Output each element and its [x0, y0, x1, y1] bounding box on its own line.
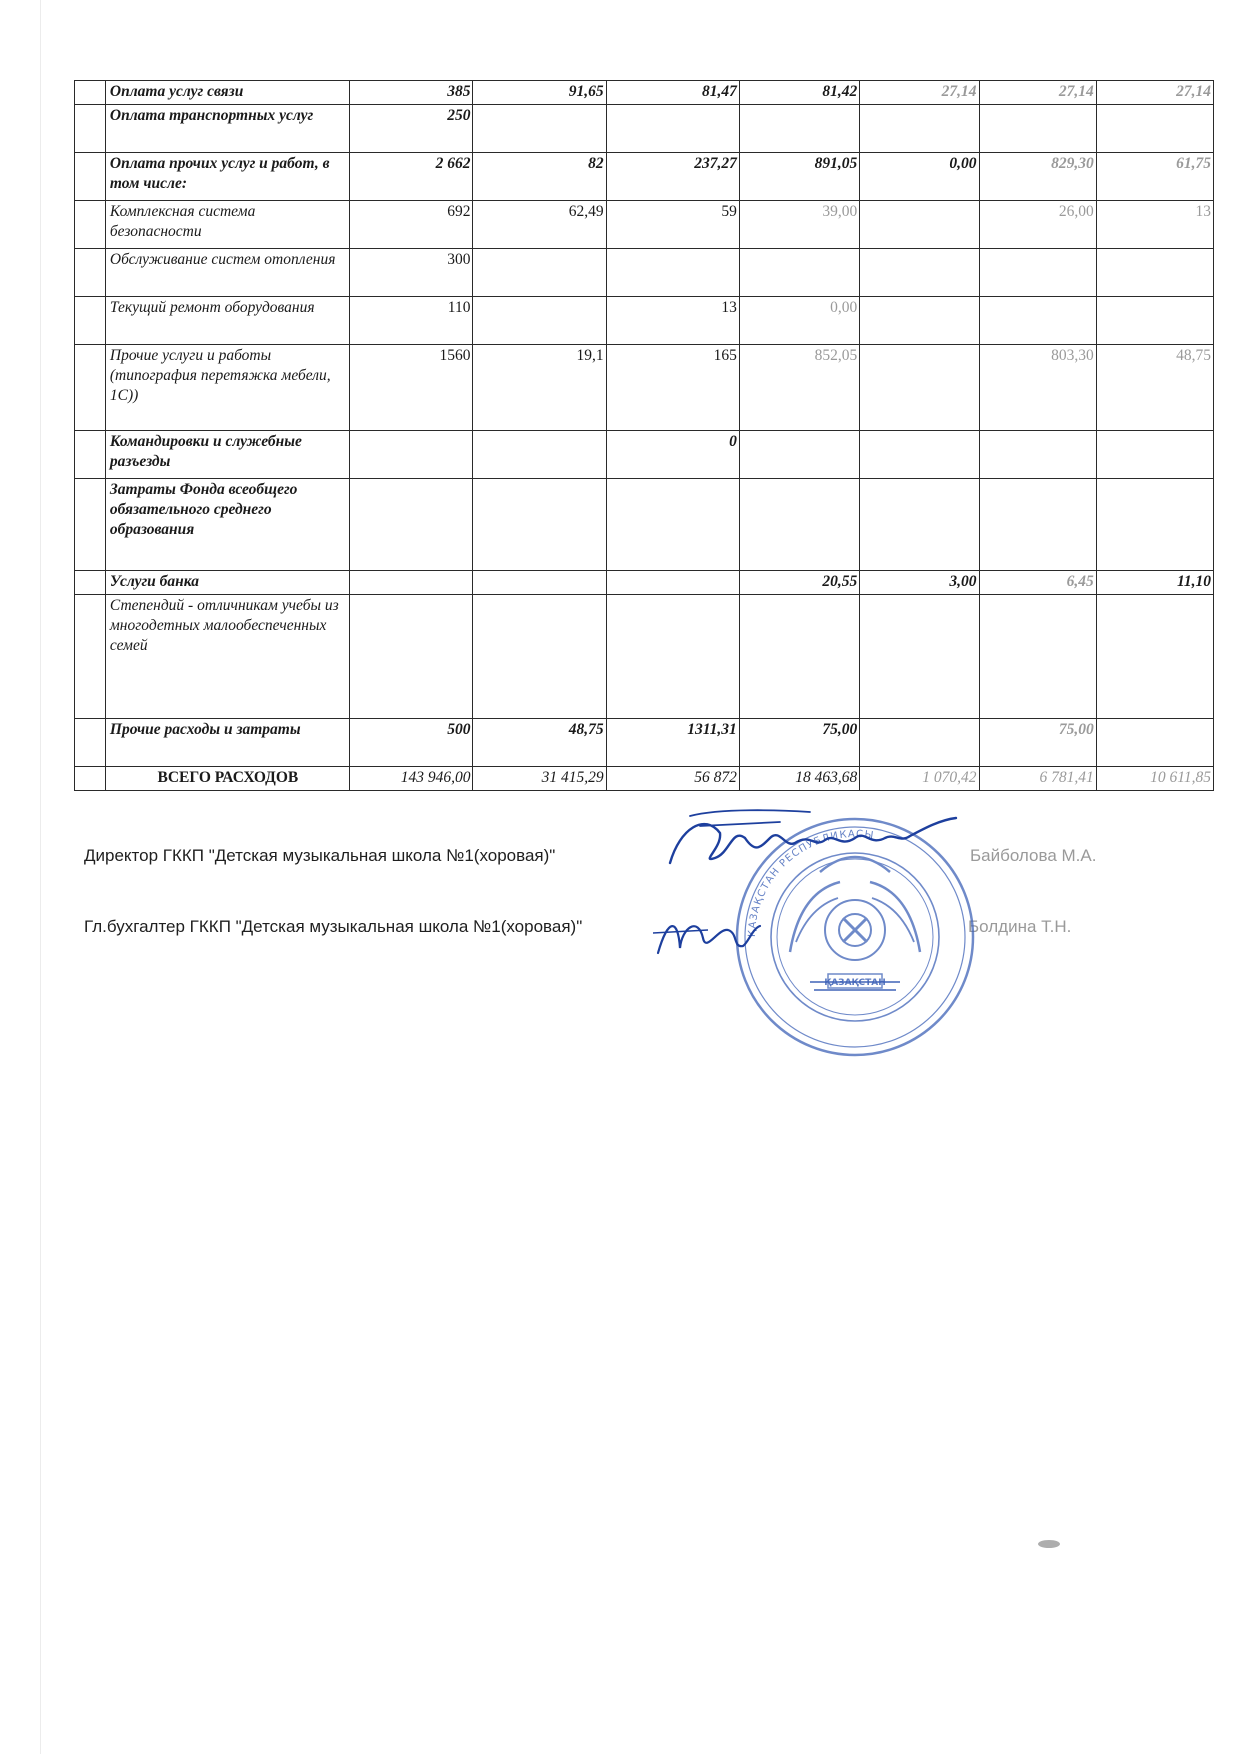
value-cell: 803,30 [979, 345, 1096, 431]
value-cell: 39,00 [739, 201, 859, 249]
value-cell: 13 [606, 297, 739, 345]
row-index-cell [75, 571, 106, 595]
value-cell [349, 571, 473, 595]
row-index-cell [75, 297, 106, 345]
row-index-cell [75, 719, 106, 767]
value-cell [473, 479, 606, 571]
value-cell [473, 249, 606, 297]
value-cell [739, 105, 859, 153]
value-cell [1096, 105, 1213, 153]
value-cell [1096, 595, 1213, 719]
row-index-cell [75, 201, 106, 249]
value-cell [473, 571, 606, 595]
row-label: Оплата услуг связи [105, 81, 349, 105]
scan-speck [1036, 1536, 1062, 1546]
value-cell: 2 662 [349, 153, 473, 201]
table-row [75, 297, 1214, 345]
value-cell [606, 105, 739, 153]
table-row [75, 345, 1214, 431]
value-cell: 81,42 [739, 81, 859, 105]
value-cell: 3,00 [860, 571, 979, 595]
value-cell: 61,75 [1096, 153, 1213, 201]
value-cell [473, 431, 606, 479]
value-cell: 91,65 [473, 81, 606, 105]
value-cell [860, 479, 979, 571]
value-cell [606, 249, 739, 297]
value-cell: 82 [473, 153, 606, 201]
total-value-cell: 143 946,00 [349, 767, 473, 791]
value-cell [349, 479, 473, 571]
value-cell: 891,05 [739, 153, 859, 201]
director-signature-title: Директор ГККП "Детская музыкальная школа №1(хоровая)" [84, 846, 556, 865]
total-value-cell: 6 781,41 [979, 767, 1096, 791]
table-row [75, 201, 1214, 249]
row-label: Степендий - отличникам учебы из многодетных малообеспеченных семей [105, 595, 349, 719]
value-cell: 6,45 [979, 571, 1096, 595]
value-cell [739, 479, 859, 571]
table-row [75, 479, 1214, 571]
value-cell: 250 [349, 105, 473, 153]
value-cell: 385 [349, 81, 473, 105]
value-cell [979, 105, 1096, 153]
director-signature [660, 808, 960, 878]
stamp-inner-text: ҚАЗАҚСТАН [824, 978, 886, 988]
value-cell: 75,00 [979, 719, 1096, 767]
row-index-cell [75, 81, 106, 105]
value-cell [739, 249, 859, 297]
row-label: Затраты Фонда всеобщего обязательного среднего образования [105, 479, 349, 571]
value-cell: 62,49 [473, 201, 606, 249]
value-cell: 0,00 [739, 297, 859, 345]
page-edge-shadow [40, 0, 41, 1754]
table-row [75, 105, 1214, 153]
director-name: Байболова М.А. [970, 846, 1097, 865]
table-row [75, 595, 1214, 719]
value-cell [860, 719, 979, 767]
table-row [75, 153, 1214, 201]
row-index-cell [75, 479, 106, 571]
table-row [75, 249, 1214, 297]
total-value-cell: 10 611,85 [1096, 767, 1213, 791]
value-cell [1096, 431, 1213, 479]
value-cell: 81,47 [606, 81, 739, 105]
value-cell: 27,14 [979, 81, 1096, 105]
row-index-cell [75, 345, 106, 431]
value-cell: 13 [1096, 201, 1213, 249]
value-cell: 11,10 [1096, 571, 1213, 595]
value-cell [606, 571, 739, 595]
total-value-cell: 56 872 [606, 767, 739, 791]
row-label: Командировки и служебные разъезды [105, 431, 349, 479]
value-cell: 48,75 [1096, 345, 1213, 431]
value-cell: 27,14 [1096, 81, 1213, 105]
value-cell [860, 201, 979, 249]
value-cell [1096, 249, 1213, 297]
value-cell [979, 297, 1096, 345]
value-cell [860, 345, 979, 431]
stamp-outer-text: ҚАЗАҚСТАН РЕСПУБЛИКАСЫ [746, 828, 876, 938]
value-cell [1096, 479, 1213, 571]
value-cell: 165 [606, 345, 739, 431]
table-row [75, 571, 1214, 595]
accountant-signature [648, 908, 768, 968]
table-row [75, 81, 1214, 105]
value-cell: 829,30 [979, 153, 1096, 201]
value-cell: 1311,31 [606, 719, 739, 767]
row-label: Обслуживание систем отопления [105, 249, 349, 297]
value-cell: 26,00 [979, 201, 1096, 249]
value-cell [606, 479, 739, 571]
row-label: Прочие расходы и затраты [105, 719, 349, 767]
value-cell: 48,75 [473, 719, 606, 767]
value-cell: 20,55 [739, 571, 859, 595]
value-cell [860, 105, 979, 153]
value-cell [739, 431, 859, 479]
total-row [75, 767, 1214, 791]
value-cell [860, 431, 979, 479]
row-label: Прочие услуги и работы (типография перетяжка мебели, 1С)) [105, 345, 349, 431]
value-cell: 300 [349, 249, 473, 297]
row-label: Оплата транспортных услуг [105, 105, 349, 153]
value-cell [473, 105, 606, 153]
value-cell [473, 297, 606, 345]
accountant-signature-title: Гл.бухгалтер ГККП "Детская музыкальная школа №1(хоровая)" [84, 917, 583, 936]
row-index-cell [75, 249, 106, 297]
value-cell: 237,27 [606, 153, 739, 201]
value-cell: 110 [349, 297, 473, 345]
value-cell: 1560 [349, 345, 473, 431]
expenses-table [74, 80, 1214, 791]
total-value-cell: 18 463,68 [739, 767, 859, 791]
value-cell [979, 479, 1096, 571]
value-cell: 500 [349, 719, 473, 767]
row-index-cell [75, 153, 106, 201]
accountant-name: Болдина Т.Н. [968, 917, 1072, 936]
row-label: Услуги банка [105, 571, 349, 595]
value-cell [979, 249, 1096, 297]
value-cell: 852,05 [739, 345, 859, 431]
value-cell [1096, 719, 1213, 767]
total-value-cell: 1 070,42 [860, 767, 979, 791]
value-cell: 0 [606, 431, 739, 479]
value-cell [860, 595, 979, 719]
value-cell [1096, 297, 1213, 345]
value-cell: 59 [606, 201, 739, 249]
row-label: Текущий ремонт оборудования [105, 297, 349, 345]
value-cell [860, 249, 979, 297]
value-cell: 19,1 [473, 345, 606, 431]
value-cell [473, 595, 606, 719]
value-cell: 75,00 [739, 719, 859, 767]
value-cell [860, 297, 979, 345]
value-cell [606, 595, 739, 719]
total-label: ВСЕГО РАСХОДОВ [105, 767, 349, 791]
row-label: Оплата прочих услуг и работ, в том числе: [105, 153, 349, 201]
table-row [75, 719, 1214, 767]
value-cell: 692 [349, 201, 473, 249]
row-index-cell [75, 431, 106, 479]
value-cell [349, 595, 473, 719]
value-cell [979, 431, 1096, 479]
value-cell [739, 595, 859, 719]
row-index-cell [75, 595, 106, 719]
row-label: Комплексная система безопасности [105, 201, 349, 249]
value-cell: 0,00 [860, 153, 979, 201]
table-row [75, 431, 1214, 479]
value-cell [979, 595, 1096, 719]
row-index-cell [75, 767, 106, 791]
value-cell: 27,14 [860, 81, 979, 105]
total-value-cell: 31 415,29 [473, 767, 606, 791]
value-cell [349, 431, 473, 479]
row-index-cell [75, 105, 106, 153]
